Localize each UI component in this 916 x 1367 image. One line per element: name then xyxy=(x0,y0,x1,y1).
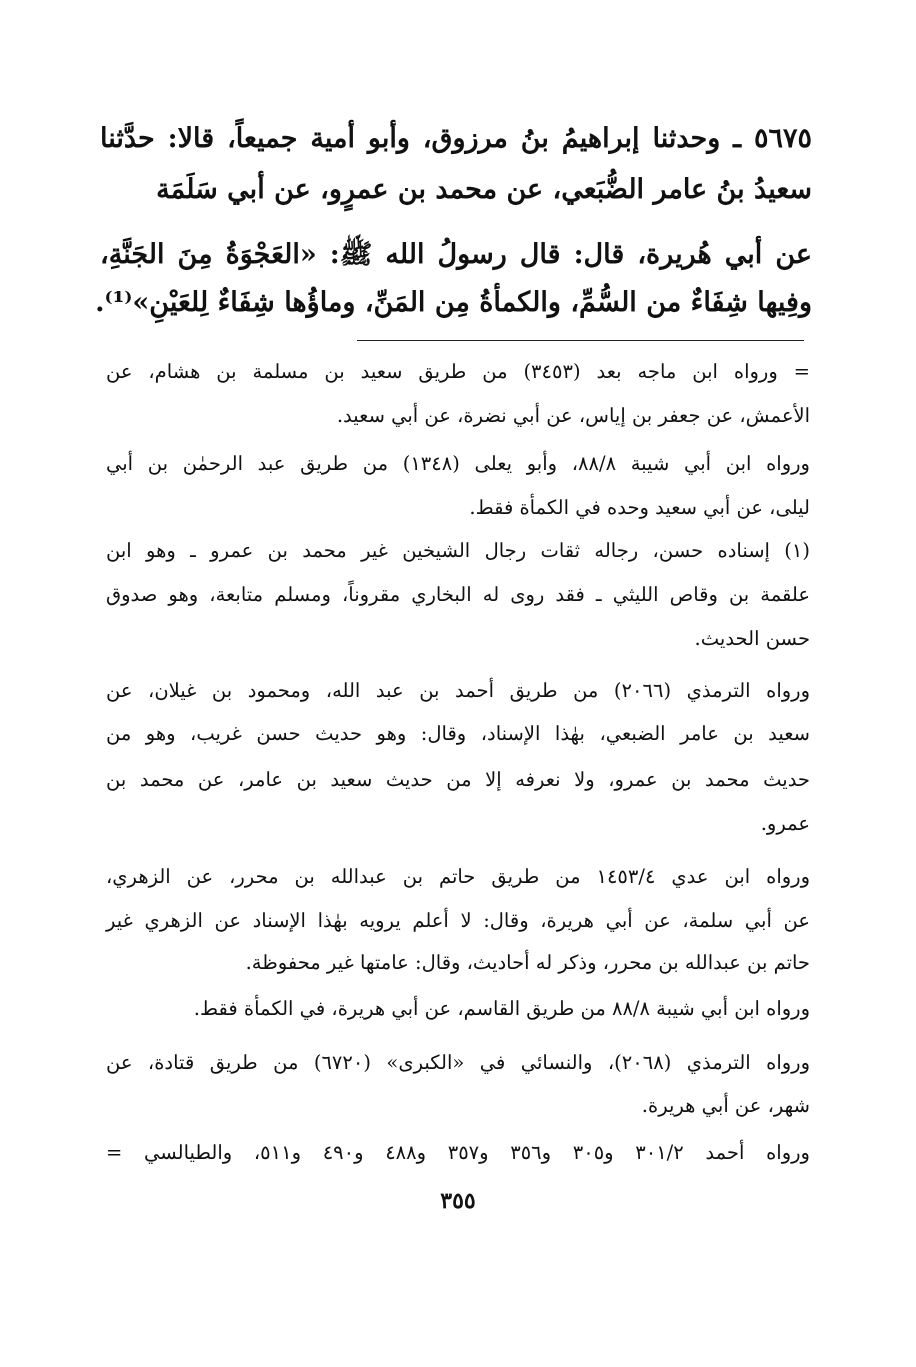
footnote-line: (١) إسناده حسن، رجاله ثقات رجال الشيخين غير محمد بن عمرو ـ وهو ابن xyxy=(106,539,810,562)
hadith-line-4: وفِيها شِفَاءٌ من السُّمِّ، والكمأةُ مِن المَنِّ، وماؤُها شِفَاءٌ لِلعَيْنِ»⁽¹⁾. xyxy=(95,287,812,318)
hadith-line-1: ٥٦٧٥ ـ وحدثنا إبراهيمُ بنُ مرزوق، وأبو أمية جميعاً، قالا: حدَّثنا xyxy=(100,123,812,154)
hadith-line-2: سعيدُ بنُ عامر الضُّبَعي، عن محمد بن عمرٍو، عن أبي سَلَمَة xyxy=(156,174,812,205)
footnote-line: ورواه أحمد ٣٠١/٢ و٣٠٥ و٣٥٦ و٣٥٧ و٤٨٨ و٤٩٠ و٥١١، والطيالسي = xyxy=(106,1141,810,1164)
footnote-line: = ورواه ابن ماجه بعد (٣٤٥٣) من طريق سعيد بن مسلمة بن هشام، عن xyxy=(106,360,810,383)
footnote-line: ورواه الترمذي (٢٠٦٦) من طريق أحمد بن عبد الله، ومحمود بن غيلان، عن xyxy=(106,679,810,702)
footnote-line: عن أبي سلمة، عن أبي هريرة، وقال: لا أعلم يرويه بهٰذا الإسناد عن الزهري غير xyxy=(106,909,810,932)
footnote-line: حديث محمد بن عمرو، ولا نعرفه إلا من حديث سعيد بن عامر، عن محمد بن xyxy=(106,768,810,791)
footnote-separator xyxy=(357,340,804,341)
footnote-line: ليلى، عن أبي سعيد وحده في الكمأة فقط. xyxy=(469,496,810,519)
footnote-line: علقمة بن وقاص الليثي ـ فقد روى له البخاري مقروناً، ومسلم متابعة، وهو صدوق xyxy=(106,583,810,606)
hadith-line-3: عن أبي هُريرة، قال: قال رسولُ الله ﷺ: «العَجْوَةُ مِنَ الجَنَّةِ، xyxy=(100,239,812,270)
page-number: ٣٥٥ xyxy=(440,1188,476,1214)
footnote-line: شهر، عن أبي هريرة. xyxy=(641,1094,810,1117)
footnote-line: سعيد بن عامر الضبعي، بهٰذا الإسناد، وقال: وهو حديث حسن غريب، وهو من xyxy=(106,722,810,745)
footnote-line: حاتم بن عبدالله بن محرر، وذكر له أحاديث، وقال: عامتها غير محفوظة. xyxy=(245,951,810,974)
footnote-line: ورواه ابن أبي شيبة ٨٨/٨ من طريق القاسم، عن أبي هريرة، في الكمأة فقط. xyxy=(193,997,810,1020)
footnote-line: حسن الحديث. xyxy=(694,627,810,650)
footnote-line: عمرو. xyxy=(760,812,810,835)
footnote-line: ورواه ابن عدي ١٤٥٣/٤ من طريق حاتم بن عبدالله بن محرر، عن الزهري، xyxy=(106,865,810,888)
footnote-line: ورواه ابن أبي شيبة ٨٨/٨، وأبو يعلى (١٣٤٨) من طريق عبد الرحمٰن بن أبي xyxy=(106,452,810,475)
footnote-line: ورواه الترمذي (٢٠٦٨)، والنسائي في «الكبرى» (٦٧٢٠) من طريق قتادة، عن xyxy=(106,1051,811,1074)
footnote-line: الأعمش، عن جعفر بن إياس، عن أبي نضرة، عن أبي سعيد. xyxy=(336,404,810,427)
